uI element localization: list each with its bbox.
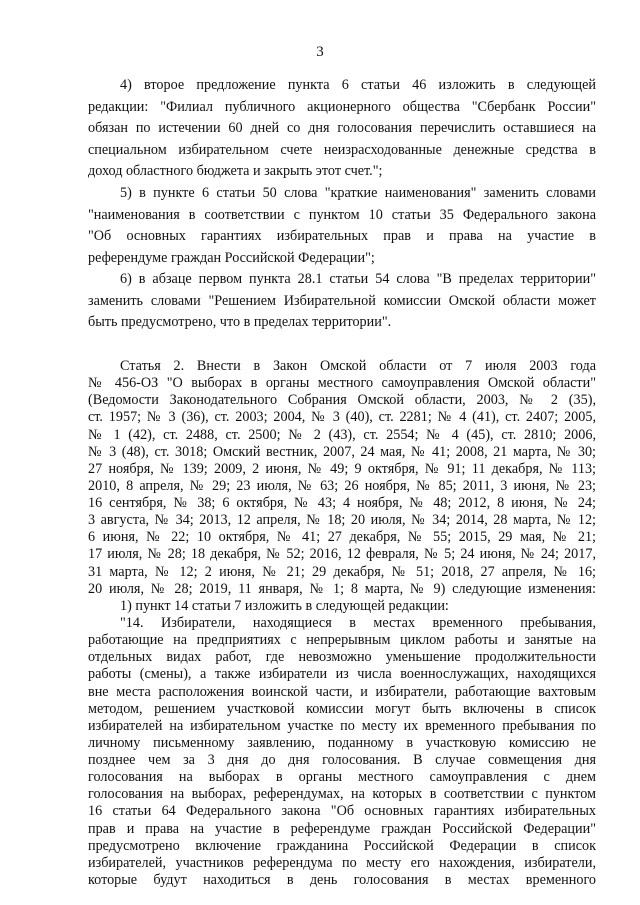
text-line: 27 ноября, № 139; 2009, 2 июня, № 49; 9 октября, № 91; 11 декабря, № 113; [88,461,596,477]
text-line: избирателей, участников референдума по месту его нахождения, избиратели, [88,855,596,871]
text-line: № 3 (48), ст. 3018; Омский вестник, 2007, 24 мая, № 41; 2008, 21 марта, № 30; [88,444,596,460]
text-line: обязан по истечении 60 дней со дня голосования перечислить оставшиеся на [88,120,596,136]
text-line: позднее чем за 3 дня до дня голосования. В случае совмещения дня [88,752,596,768]
text-line: Статья 2. Внести в Закон Омской области от 7 июля 2003 года [120,358,596,374]
text-line: 6 июня, № 22; 10 октября, № 41; 27 декабря, № 55; 2015, 29 мая, № 21; [88,529,596,545]
text-line: 2010, 8 апреля, № 29; 23 июля, № 63; 26 ноября, № 85; 2011, 3 июня, № 23; [88,478,596,494]
text-line: методом, решением участковой комиссии могут быть включены в список [88,701,596,717]
text-line: 4) второе предложение пункта 6 статьи 46 изложить в следующей [120,77,596,93]
text-line: "14. Избиратели, находящиеся в местах временного пребывания, [120,615,596,631]
text-line: прав и права на участие в референдуме граждан Российской Федерации" [88,821,596,837]
text-line: работающие на предприятиях с непрерывным циклом работы и занятые на [88,632,596,648]
text-line: личному письменному заявлению, поданному в участковую комиссию не [88,735,596,751]
text-line: голосования на выборах в органы местного самоуправления с днем [88,769,596,785]
text-line: быть предусмотрено, что в пределах территории". [88,314,392,330]
text-line: 20 июля, № 28; 2019, 11 января, № 1; 8 марта, № 9) следующие изменения: [88,581,596,597]
text-line: доход областного бюджета и закрыть этот счет."; [88,163,383,179]
text-line: избирателей на избирательном участке по месту их временного пребывания по [88,718,596,734]
text-line: "Об основных гарантиях избирательных прав и права на участие в [88,228,596,244]
text-line: 16 статьи 64 Федерального закона "Об основных гарантиях избирательных [88,803,596,819]
text-line: референдуме граждан Российской Федерации"; [88,250,375,266]
text-line: предусмотрено включение гражданина Российской Федерации в список [88,838,596,854]
text-line: специальном избирательном счете неизрасходованные денежные средства в [88,142,596,158]
text-line: 3 августа, № 34; 2013, 12 апреля, № 18; 20 июля, № 34; 2014, 28 марта, № 12; [88,512,596,528]
text-line: отдельных видах работ, где невозможно уменьшение продолжительности [88,649,596,665]
page-number: 3 [316,44,324,60]
text-line: № 1 (42), ст. 2488, ст. 2500; № 2 (43), ст. 2554; № 4 (45), ст. 2810; 2006, [88,427,596,443]
text-line: (Ведомости Законодательного Собрания Омской области, 2003, № 2 (35), [88,392,596,408]
text-line: 16 сентября, № 38; 6 октября, № 43; 4 ноября, № 48; 2012, 8 июня, № 24; [88,495,596,511]
text-line: заменить словами "Решением Избирательной комиссии Омской области может [88,293,596,309]
text-line: № 456-ОЗ "О выборах в органы местного самоуправления Омской области" [88,375,596,391]
text-line: 6) в абзаце первом пункта 28.1 статьи 54 слова "В пределах территории" [120,271,596,287]
text-line: "наименования в соответствии с пунктом 10 статьи 35 Федерального закона [88,207,596,223]
text-line: 31 марта, № 12; 2 июня, № 21; 29 декабря, № 51; 2018, 27 апреля, № 16; [88,564,596,580]
text-line: 5) в пункте 6 статьи 50 слова "краткие наименования" заменить словами [120,185,596,201]
text-line: которые будут находиться в день голосования в местах временного [88,872,596,888]
text-line: голосования на выборах, референдумах, на которых в соответствии с пунктом [88,786,596,802]
text-line: 17 июля, № 28; 18 декабря, № 52; 2016, 12 февраля, № 5; 24 июня, № 24; 2017, [88,546,596,562]
text-line: работы (смены), а также избиратели из числа военнослужащих, находящихся [88,666,596,682]
text-line: 1) пункт 14 статьи 7 изложить в следующей редакции: [120,598,449,614]
text-line: редакции: "Филиал публичного акционерного общества "Сбербанк России" [88,99,596,115]
text-line: вне места расположения воинской части, и избиратели, работающие вахтовым [88,684,596,700]
text-line: ст. 1957; № 3 (36), ст. 2003; 2004, № 3 (40), ст. 2281; № 4 (41), ст. 2407; 2005, [88,409,596,425]
